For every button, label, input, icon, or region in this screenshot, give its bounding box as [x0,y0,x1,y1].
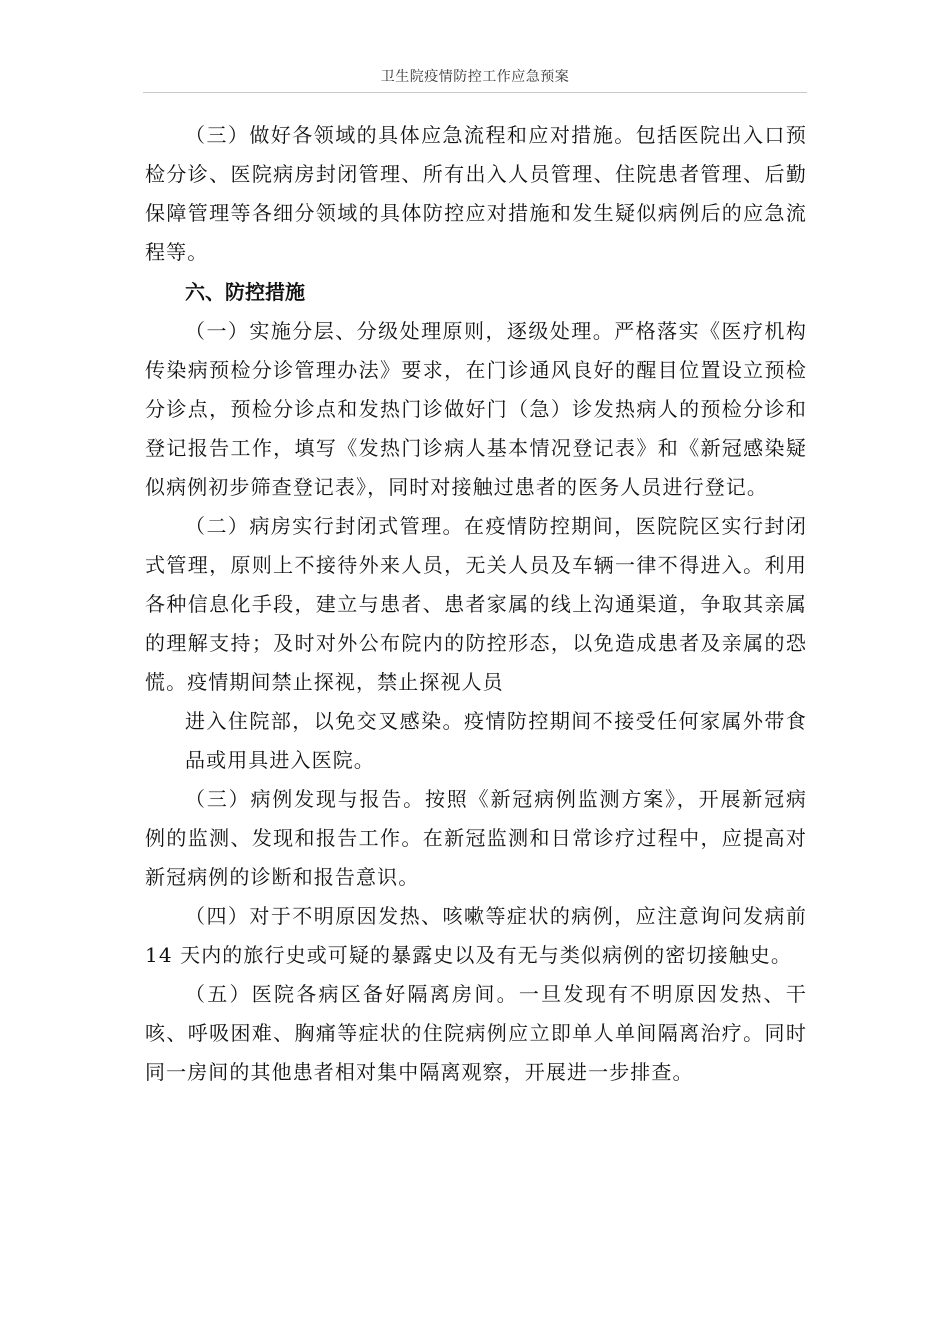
running-header: 卫生院疫情防控工作应急预案 [380,69,570,85]
paragraph-measure-3: （三）病例发现与报告。按照《新冠病例监测方案》，开展新冠病例的监测、发现和报告工作。在新冠监测和日常诊疗过程中，应提高对新冠病例的诊断和报告意识。 [145,787,807,889]
paragraph-measure-2-continued: 进入住院部，以免交叉感染。疫情防控期间不接受任何家属外带食品或用具进入医院。 [185,709,807,772]
header-divider [143,92,807,93]
document-body [145,116,807,1092]
paragraph-section-3-procedures: （三）做好各领域的具体应急流程和应对措施。包括医院出入口预检分诊、医院病房封闭管理、所有出入人员管理、住院患者管理、后勤保障管理等各细分领域的具体防控应对措施和发生疑似病例后的应急流程等。 [145,123,807,264]
section-heading-prevention-measures: 六、防控措施 [185,280,305,304]
paragraph-measure-2: （二）病房实行封闭式管理。在疫情防控期间，医院院区实行封闭式管理，原则上不接待外来人员，无关人员及车辆一律不得进入。利用各种信息化手段，建立与患者、患者家属的线上沟通渠道，争取其亲属的理解支持；及时对外公布院内的防控形态，以免造成患者及亲属的恐慌。疫情期间禁止探视，禁止探视人员 [145,514,807,694]
paragraph-measure-1: （一）实施分层、分级处理原则，逐级处理。严格落实《医疗机构传染病预检分诊管理办法》要求，在门诊通风良好的醒目位置设立预检分诊点，预检分诊点和发热门诊做好门（急）诊发热病人的预检分诊和登记报告工作，填写《发热门诊病人基本情况登记表》和《新冠感染疑似病例初步筛查登记表》，同时对接触过患者的医务人员进行登记。 [145,319,807,499]
paragraph-measure-5: （五）医院各病区备好隔离房间。一旦发现有不明原因发热、干咳、呼吸困难、胸痛等症状的住院病例应立即单人单间隔离治疗。同时同一房间的其他患者相对集中隔离观察，开展进一步排查。 [145,982,807,1084]
paragraph-measure-4: （四）对于不明原因发热、咳嗽等症状的病例，应注意询问发病前 14 天内的旅行史或可疑的暴露史以及有无与类似病例的密切接触史。 [145,904,807,967]
